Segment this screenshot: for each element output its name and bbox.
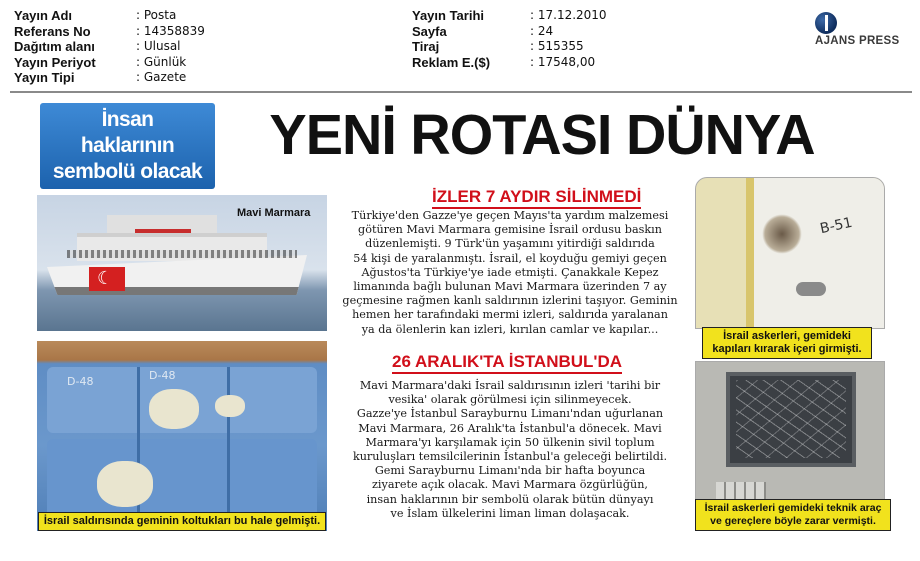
meta-label: Reklam E.($) [412, 54, 491, 70]
ship-caption: Mavi Marmara [237, 207, 311, 219]
door-damage [762, 214, 802, 254]
ajans-press-logo-icon [815, 12, 837, 34]
damaged-equipment-photo [695, 361, 885, 521]
publication-meta-left [14, 8, 205, 86]
article-line: limanında bağlı bulunan Mavi Marmara üzerinden 7 ay [353, 280, 667, 294]
article-line: düzenlemişti. 9 Türk'ün yaşamını yitirdiği saldırıda [365, 237, 655, 251]
torn-cushion [149, 389, 199, 429]
torn-cushion [215, 395, 245, 417]
newspaper-clipping [32, 97, 895, 534]
door-panel [754, 178, 884, 329]
seat-divider [227, 367, 230, 531]
meta-label: Yayın Tipi [14, 70, 75, 86]
article-line: insan haklarının bir sembolü olarak bütün dünyayı [366, 492, 654, 506]
meta-row [14, 70, 205, 86]
article-line: ya da ölenlerin kan izleri, kırılan camlar ve kapılar... [361, 322, 659, 336]
meta-row [412, 55, 607, 71]
article-line: Gemi Sarayburnu Limanı'nda bir hafta boyunca [374, 464, 646, 478]
meta-row [412, 24, 607, 40]
section-heading-text: İZLER 7 AYDIR SİLİNMEDİ [432, 187, 641, 209]
seat-divider [137, 367, 140, 531]
seat-scrawl: D-48 [149, 369, 176, 382]
badge-text [40, 107, 215, 185]
door-handle [796, 282, 826, 296]
turkish-flag-icon [89, 267, 125, 291]
cracked-screen [736, 380, 846, 458]
article-line: Mavi Marmara'daki İsrail saldırısının izleri 'tarihi bir [359, 379, 661, 392]
article-line: kuruluşları temsilcilerinin İstanbul'a geleceği belirtildi. [352, 450, 668, 464]
ajans-press-logo-text: AJANS PRESS [815, 35, 900, 47]
headline: YENİ ROTASI DÜNYA [269, 103, 815, 167]
broken-door-photo [695, 177, 885, 329]
header-divider [10, 91, 912, 93]
meta-value: : 24 [530, 23, 554, 38]
section-heading [392, 352, 622, 374]
article-line: vesika' olarak görülmesi için silinmeyecek. [388, 393, 632, 407]
meta-row [412, 39, 607, 55]
seat-scrawl: D-48 [67, 375, 94, 388]
door-caption [702, 327, 872, 359]
meta-value: : Ulusal [136, 39, 181, 54]
caption-line: kapıları kırarak içeri girmişti. [712, 343, 862, 355]
article-line: Marmara'yı karşılamak için 50 ülkenin sivil toplum [365, 435, 655, 449]
publication-meta-right [412, 8, 607, 70]
article-line: ziyarete açık olacak. Mavi Marmara özgürlüğün, [372, 478, 648, 492]
meta-row [14, 55, 205, 71]
article-line: götüren Mavi Marmara gemisine İsrail ordusu baskın [358, 223, 662, 237]
meta-value: : Gazete [136, 70, 187, 85]
meta-label: Dağıtım alanı [14, 39, 95, 55]
article-line: Mavi Marmara, 26 Aralık'ta İstanbul'a dönecek. Mavi [358, 421, 662, 435]
caption-line: İsrail askerleri gemideki teknik araç [704, 502, 882, 514]
meta-label: Yayın Periyot [14, 54, 96, 70]
article-line: hemen her tarafındaki mermi izleri, saldırıda yaralanan [352, 308, 668, 322]
badge-line: İnsan [101, 108, 154, 131]
badge-line: haklarının [80, 134, 175, 157]
ajans-press-logo [815, 12, 909, 52]
article-body [335, 379, 685, 521]
torn-cushion [97, 461, 153, 507]
ship-crowd [67, 250, 297, 258]
meta-value: : Günlük [136, 54, 187, 69]
article-line: 54 kişi de yaralanmıştı. İsrail, el koyduğu gemiyi geçen [353, 251, 667, 265]
section-heading [432, 187, 641, 209]
meta-value: : 14358839 [136, 23, 205, 38]
meta-value: : Posta [136, 8, 177, 22]
badge-box [40, 103, 215, 189]
caption-line: İsrail askerleri, gemideki [723, 330, 851, 342]
article-line: ve İslam ülkelerini liman liman dolaşacak. [390, 506, 630, 520]
meta-label: Yayın Adı [14, 8, 73, 23]
meta-value: : 17548,00 [530, 54, 596, 69]
seats-caption: İsrail saldırısında geminin koltukları bu hale gelmişti. [38, 512, 326, 531]
meta-label: Sayfa [412, 23, 447, 39]
ship-hull [47, 255, 307, 295]
damaged-seats-photo [37, 341, 327, 531]
article-body [335, 209, 685, 337]
meta-value: : 17.12.2010 [530, 8, 607, 22]
equipment-caption [695, 499, 891, 531]
meta-label: Yayın Tarihi [412, 8, 485, 23]
meta-value: : 515355 [530, 39, 584, 54]
badge-line: sembolü olacak [52, 160, 203, 183]
article-line: Ağustos'ta Türkiye'ye iade etmişti. Çanakkale Kepez [361, 265, 659, 279]
article-line: geçmesine rağmen kanlı saldırının izlerini taşıyor. Geminin [342, 294, 678, 308]
meta-label: Referans No [14, 23, 91, 39]
section-heading-text: 26 ARALIK'TA İSTANBUL'DA [392, 352, 622, 374]
meta-label: Tiraj [412, 39, 440, 55]
caption-line: ve gereçlere böyle zarar vermişti. [710, 515, 876, 527]
door-scrawl: B-51 [818, 214, 854, 238]
meta-row [14, 8, 205, 24]
meta-row [14, 24, 205, 40]
article-line: Gazze'ye İstanbul Sarayburnu Limanı'ndan uğurlanan [356, 407, 664, 421]
article-line: Türkiye'den Gazze'ye geçen Mayıs'ta yardım malzemesi [351, 209, 669, 222]
meta-row [412, 8, 607, 24]
meta-row [14, 39, 205, 55]
